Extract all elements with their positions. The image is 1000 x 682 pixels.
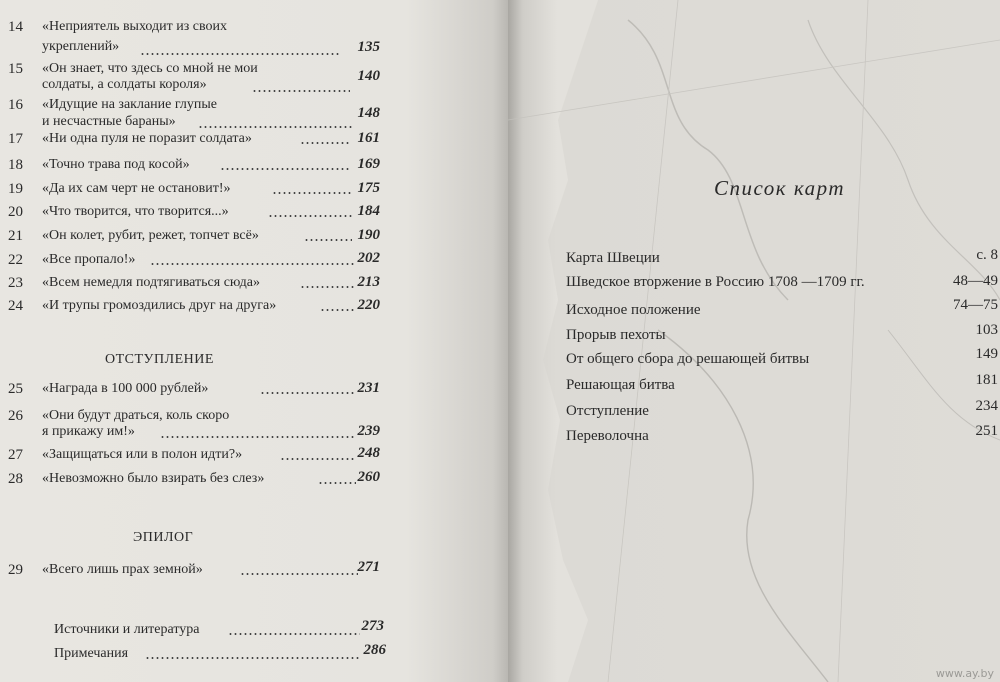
toc-entry-title: «Все пропало!» bbox=[42, 252, 136, 267]
toc-entry-page: 184 bbox=[357, 203, 380, 219]
toc-entry-title: «Идущие на заклание глупые bbox=[42, 97, 217, 112]
toc-entry-number: 16 bbox=[8, 97, 23, 113]
toc-entry-page: 248 bbox=[357, 445, 380, 461]
leader-dots bbox=[240, 573, 358, 575]
toc-entry bbox=[0, 442, 500, 466]
map-list-item bbox=[566, 423, 1000, 452]
toc-entry-page: 135 bbox=[357, 39, 380, 55]
map-item-page: 234 bbox=[975, 398, 998, 414]
toc-entry-title: Источники и литература bbox=[54, 622, 200, 637]
toc-entry-title: «Всем немедля подтягиваться сюда» bbox=[42, 275, 260, 290]
toc-entry-page: 148 bbox=[357, 105, 380, 121]
toc-entry-page: 161 bbox=[357, 130, 380, 146]
toc-entry-number: 15 bbox=[8, 61, 23, 77]
toc-entry-title: «Всего лишь прах земной» bbox=[42, 562, 203, 577]
toc-entry-number: 18 bbox=[8, 157, 23, 173]
leader-dots bbox=[304, 239, 352, 241]
leader-dots bbox=[150, 263, 354, 265]
toc-entry-title: «Что творится, что творится...» bbox=[42, 204, 229, 219]
toc-entry-title: «И трупы громоздились друг на друга» bbox=[42, 298, 277, 313]
toc-entry bbox=[0, 268, 500, 292]
leader-dots bbox=[320, 309, 354, 311]
toc-entry bbox=[0, 175, 500, 199]
toc-entry-title: «Он колет, рубит, режет, топчет всё» bbox=[42, 228, 259, 243]
toc-entry-number: 14 bbox=[8, 19, 23, 35]
right-page-map-list bbox=[508, 0, 1000, 682]
toc-entry-title: «Да их сам черт не остановит!» bbox=[42, 181, 231, 196]
toc-entry bbox=[0, 555, 500, 579]
map-list-item bbox=[566, 322, 1000, 351]
toc-entry-title: «Точно трава под косой» bbox=[42, 157, 190, 172]
toc-entry-title-cont: и несчастные бараны» bbox=[42, 114, 176, 129]
toc-entry-title: «Награда в 100 000 рублей» bbox=[42, 381, 209, 396]
toc-entry-number: 28 bbox=[8, 471, 23, 487]
section-heading-retreat: ОТСТУПЛЕНИЕ bbox=[105, 352, 214, 367]
leader-dots bbox=[145, 657, 361, 659]
toc-entry-title: «Защищаться или в полон идти?» bbox=[42, 447, 243, 462]
toc-entry-title: «Они будут драться, коль скоро bbox=[42, 408, 230, 423]
toc-entry-title: «Неприятель выходит из своих bbox=[42, 19, 228, 34]
map-item-title: Исходное положение bbox=[566, 302, 701, 318]
toc-entry bbox=[0, 152, 500, 176]
leader-dots bbox=[318, 482, 356, 484]
leader-dots bbox=[160, 436, 356, 438]
leader-dots bbox=[272, 192, 352, 194]
toc-entry-page: 271 bbox=[357, 559, 380, 575]
toc-entry-number: 23 bbox=[8, 275, 23, 291]
toc-entry bbox=[0, 245, 500, 269]
map-item-page: 74—75 bbox=[953, 297, 998, 313]
leader-dots bbox=[228, 633, 360, 635]
leader-dots bbox=[268, 215, 352, 217]
toc-entry bbox=[0, 222, 500, 246]
map-item-title: Решающая битва bbox=[566, 377, 675, 393]
map-item-page: 181 bbox=[975, 372, 998, 388]
toc-entry bbox=[0, 465, 500, 489]
toc-entry-number: 17 bbox=[8, 131, 23, 147]
toc-entry-number: 19 bbox=[8, 181, 23, 197]
map-item-page: 48—49 bbox=[953, 273, 998, 289]
leader-dots bbox=[280, 458, 356, 460]
toc-entry-number: 21 bbox=[8, 228, 23, 244]
toc-entry bbox=[0, 291, 500, 315]
map-item-title: Прорыв пехоты bbox=[566, 327, 666, 343]
toc-entry-page: 286 bbox=[363, 642, 386, 658]
map-list-item bbox=[566, 398, 1000, 427]
toc-entry-number: 26 bbox=[8, 408, 23, 424]
toc-entry-page: 231 bbox=[357, 380, 380, 396]
toc-entry-title-cont: укреплений» bbox=[42, 39, 120, 54]
toc-entry-page: 140 bbox=[357, 68, 380, 84]
toc-entry bbox=[0, 378, 500, 402]
map-item-title: Отступление bbox=[566, 403, 649, 419]
map-item-title: От общего сбора до решающей битвы bbox=[566, 351, 810, 367]
map-item-page: 149 bbox=[975, 346, 998, 362]
toc-entry-number: 25 bbox=[8, 381, 23, 397]
toc-entry-number: 20 bbox=[8, 204, 23, 220]
toc-entry bbox=[0, 128, 500, 152]
toc-entry-page: 169 bbox=[357, 156, 380, 172]
leader-dots bbox=[300, 142, 350, 144]
map-list-item bbox=[566, 297, 1000, 326]
toc-entry bbox=[0, 616, 500, 640]
maps-list-title: Список карт bbox=[714, 176, 846, 200]
toc-entry-title: «Он знает, что здесь со мной не мои bbox=[42, 61, 258, 76]
toc-entry-page: 260 bbox=[357, 469, 380, 485]
map-item-title: Карта Швеции bbox=[566, 250, 660, 266]
map-item-title: Шведское вторжение в Россию 1708 —1709 гг. bbox=[566, 274, 865, 290]
map-list-item bbox=[566, 346, 1000, 375]
toc-entry-page: 239 bbox=[357, 423, 380, 439]
map-item-title: Переволочна bbox=[566, 428, 649, 444]
toc-entry-title-cont: я прикажу им!» bbox=[42, 424, 135, 439]
toc-entry-title: «Ни одна пуля не поразит солдата» bbox=[42, 131, 252, 146]
toc-entry-page: 175 bbox=[357, 180, 380, 196]
map-list-item bbox=[566, 372, 1000, 401]
leader-dots bbox=[220, 168, 350, 170]
map-item-page: 251 bbox=[975, 423, 998, 439]
toc-entry bbox=[0, 198, 500, 222]
map-list-item bbox=[566, 247, 1000, 274]
toc-entry-page: 213 bbox=[357, 274, 380, 290]
toc-entry bbox=[0, 640, 500, 664]
toc-entry-number: 29 bbox=[8, 562, 23, 578]
toc-entry-number: 22 bbox=[8, 252, 23, 268]
toc-entry-page: 220 bbox=[357, 297, 380, 313]
map-list-item bbox=[566, 274, 1000, 298]
map-item-page: с. 8 bbox=[976, 247, 998, 263]
map-item-page: 103 bbox=[975, 322, 998, 338]
toc-entry-number: 24 bbox=[8, 298, 23, 314]
toc-entry-page: 273 bbox=[361, 618, 384, 634]
section-heading-epilogue: ЭПИЛОГ bbox=[133, 530, 194, 545]
toc-entry-title-cont: солдаты, а солдаты короля» bbox=[42, 77, 207, 92]
leader-dots bbox=[300, 286, 354, 288]
site-watermark: www.ay.by bbox=[935, 667, 994, 680]
toc-entry-page: 190 bbox=[357, 227, 380, 243]
toc-entry-page: 202 bbox=[357, 250, 380, 266]
leader-dots bbox=[260, 392, 356, 394]
toc-entry-title: «Невозможно было взирать без слез» bbox=[42, 471, 265, 486]
toc-entry-number: 27 bbox=[8, 447, 23, 463]
toc-entry-title: Примечания bbox=[54, 646, 129, 661]
